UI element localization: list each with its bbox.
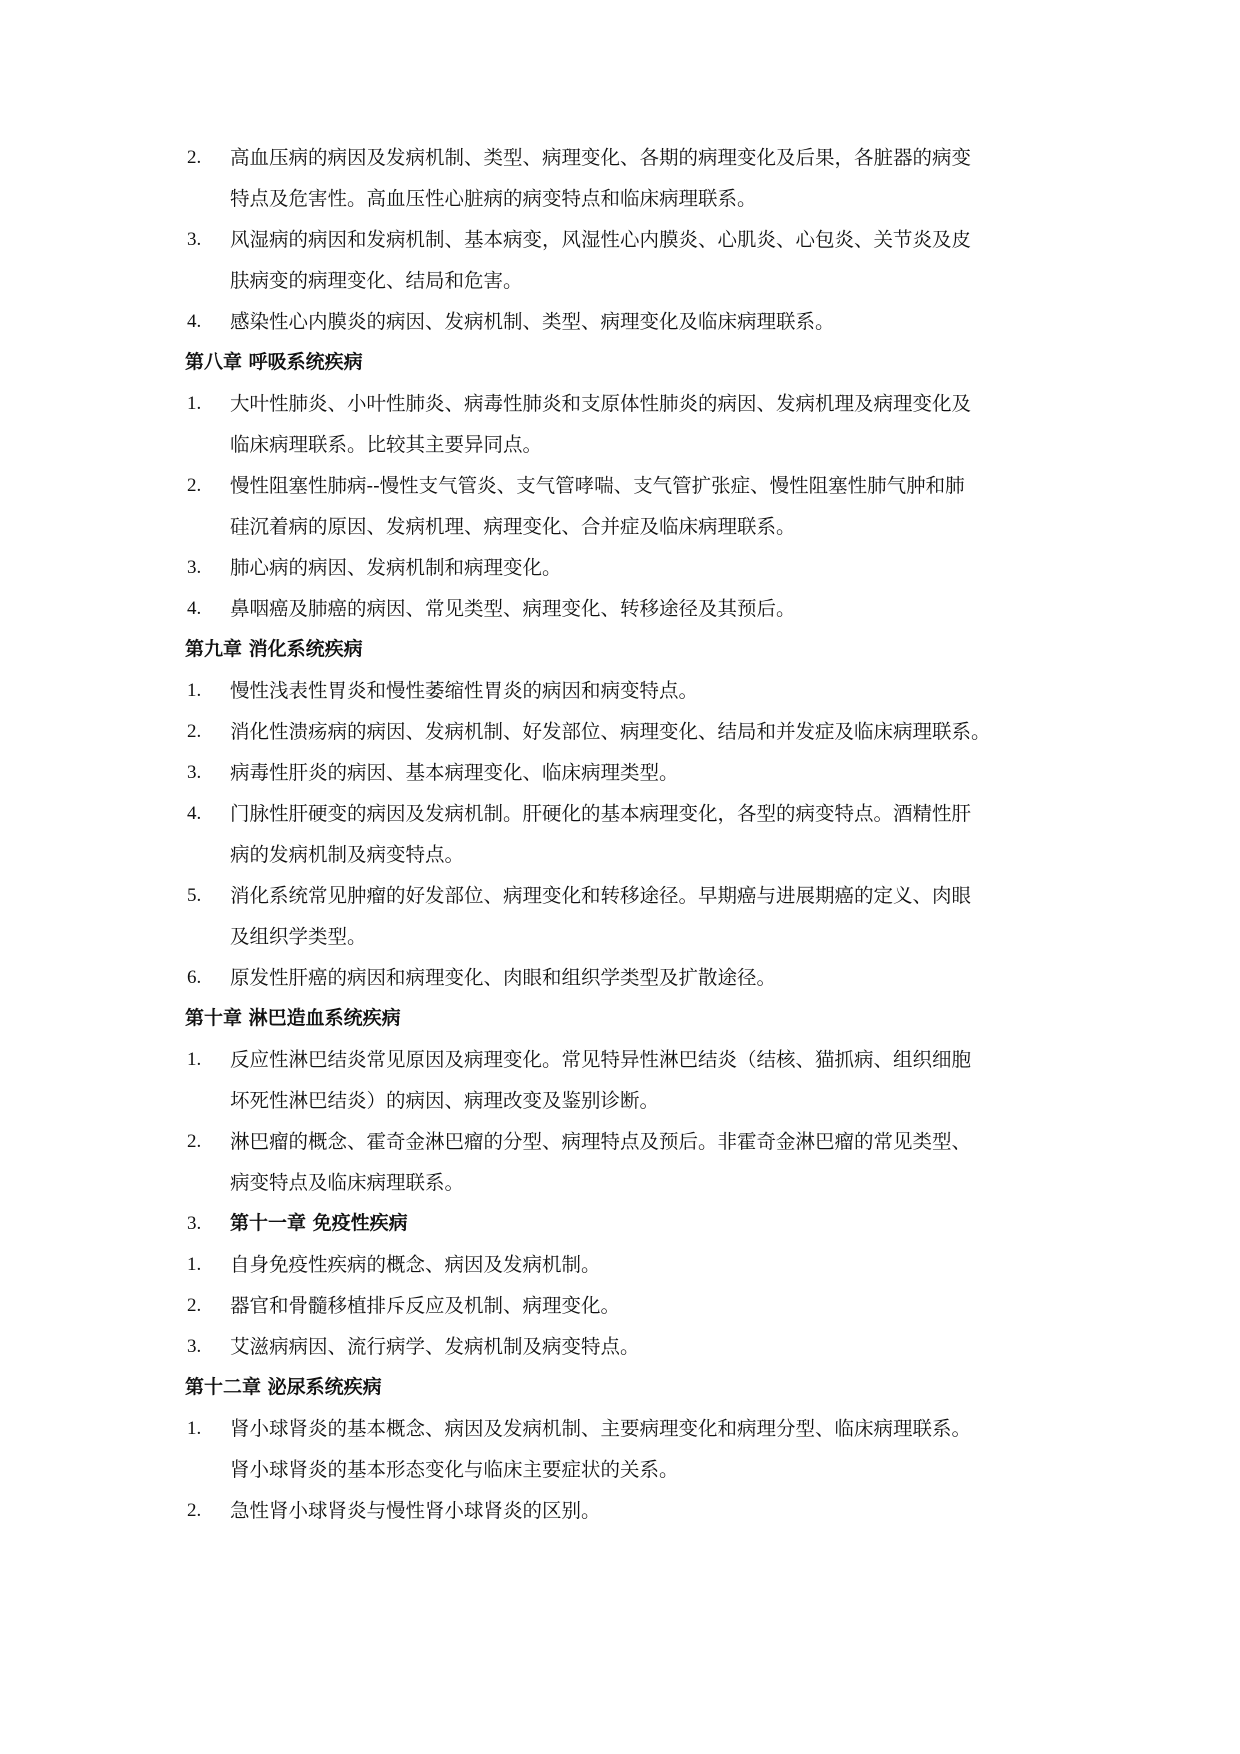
list-item xyxy=(185,383,1065,465)
list-item xyxy=(185,137,1065,219)
item-number: 1. xyxy=(187,1049,202,1070)
item-number: 1. xyxy=(187,1418,202,1439)
item-number: 3. xyxy=(187,229,202,250)
item-text-line: 病的发病机制及病变特点。 xyxy=(230,843,465,866)
item-number: 4. xyxy=(187,598,202,619)
item-text-line: 艾滋病病因、流行病学、发病机制及病变特点。 xyxy=(230,1335,640,1358)
item-number: 2. xyxy=(187,1295,202,1316)
item-number: 2. xyxy=(187,721,202,742)
item-number: 3. xyxy=(187,762,202,783)
item-text-line: 病毒性肝炎的病因、基本病理变化、临床病理类型。 xyxy=(230,761,679,784)
item-number: 4. xyxy=(187,311,202,332)
item-number: 1. xyxy=(187,393,202,414)
item-text-line: 急性肾小球肾炎与慢性肾小球肾炎的区别。 xyxy=(230,1499,601,1522)
item-text-line: 慢性浅表性胃炎和慢性萎缩性胃炎的病因和病变特点。 xyxy=(230,679,699,702)
item-text-line: 肾小球肾炎的基本形态变化与临床主要症状的关系。 xyxy=(230,1458,679,1481)
list-item xyxy=(185,1203,1065,1244)
item-text-line: 反应性淋巴结炎常见原因及病理变化。常见特异性淋巴结炎（结核、猫抓病、组织细胞 xyxy=(230,1048,972,1071)
item-number: 2. xyxy=(187,1500,202,1521)
item-number: 4. xyxy=(187,803,202,824)
item-text-line: 硅沉着病的原因、发病机理、病理变化、合并症及临床病理联系。 xyxy=(230,515,796,538)
list-item xyxy=(185,957,1065,998)
item-text-line: 肺心病的病因、发病机制和病理变化。 xyxy=(230,556,562,579)
item-number: 2. xyxy=(187,475,202,496)
item-text-line: 消化性溃疡病的病因、发病机制、好发部位、病理变化、结局和并发症及临床病理联系。 xyxy=(230,720,991,743)
item-text-line: 高血压病的病因及发病机制、类型、病理变化、各期的病理变化及后果，各脏器的病变 xyxy=(230,146,972,169)
list-item xyxy=(185,752,1065,793)
document-body xyxy=(185,137,1065,1531)
item-text-line: 原发性肝癌的病因和病理变化、肉眼和组织学类型及扩散途径。 xyxy=(230,966,777,989)
list-item xyxy=(185,875,1065,957)
item-text-line: 鼻咽癌及肺癌的病因、常见类型、病理变化、转移途径及其预后。 xyxy=(230,597,796,620)
item-text-line: 风湿病的病因和发病机制、基本病变，风湿性心内膜炎、心肌炎、心包炎、关节炎及皮 xyxy=(230,228,972,251)
item-number: 3. xyxy=(187,1336,202,1357)
item-text-line: 感染性心内膜炎的病因、发病机制、类型、病理变化及临床病理联系。 xyxy=(230,310,835,333)
list-item xyxy=(185,1244,1065,1285)
list-item xyxy=(185,219,1065,301)
item-text-line: 坏死性淋巴结炎）的病因、病理改变及鉴别诊断。 xyxy=(230,1089,660,1112)
item-number: 1. xyxy=(187,680,202,701)
chapter-heading: 第九章 消化系统疾病 xyxy=(185,638,363,660)
item-text-line: 病变特点及临床病理联系。 xyxy=(230,1171,465,1194)
item-text-line: 肤病变的病理变化、结局和危害。 xyxy=(230,269,523,292)
item-text-line: 慢性阻塞性肺病--慢性支气管炎、支气管哮喘、支气管扩张症、慢性阻塞性肺气肿和肺 xyxy=(230,474,965,497)
item-number: 5. xyxy=(187,885,202,906)
list-item xyxy=(185,1039,1065,1121)
item-text-line: 淋巴瘤的概念、霍奇金淋巴瘤的分型、病理特点及预后。非霍奇金淋巴瘤的常见类型、 xyxy=(230,1130,972,1153)
item-text-line: 特点及危害性。高血压性心脏病的病变特点和临床病理联系。 xyxy=(230,187,757,210)
item-number: 3. xyxy=(187,557,202,578)
list-item xyxy=(185,670,1065,711)
item-number: 1. xyxy=(187,1254,202,1275)
item-number: 3. xyxy=(187,1213,202,1234)
list-item xyxy=(185,1490,1065,1531)
item-number: 2. xyxy=(187,147,202,168)
item-number: 2. xyxy=(187,1131,202,1152)
list-item xyxy=(185,1285,1065,1326)
chapter-heading: 第十章 淋巴造血系统疾病 xyxy=(185,1007,401,1029)
list-item xyxy=(185,1326,1065,1367)
chapter-heading: 第十二章 泌尿系统疾病 xyxy=(185,1376,382,1398)
item-text-line: 临床病理联系。比较其主要异同点。 xyxy=(230,433,543,456)
list-item xyxy=(185,711,1065,752)
item-text-line: 器官和骨髓移植排斥反应及机制、病理变化。 xyxy=(230,1294,621,1317)
item-text-line: 大叶性肺炎、小叶性肺炎、病毒性肺炎和支原体性肺炎的病因、发病机理及病理变化及 xyxy=(230,392,972,415)
chapter-heading: 第八章 呼吸系统疾病 xyxy=(185,351,363,373)
list-item xyxy=(185,465,1065,547)
list-item xyxy=(185,301,1065,342)
item-text-line: 肾小球肾炎的基本概念、病因及发病机制、主要病理变化和病理分型、临床病理联系。 xyxy=(230,1417,972,1440)
list-item xyxy=(185,547,1065,588)
list-item xyxy=(185,793,1065,875)
list-item xyxy=(185,588,1065,629)
list-item xyxy=(185,1121,1065,1203)
item-number: 6. xyxy=(187,967,202,988)
item-text-line: 及组织学类型。 xyxy=(230,925,367,948)
item-text-line: 消化系统常见肿瘤的好发部位、病理变化和转移途径。早期癌与进展期癌的定义、肉眼 xyxy=(230,884,972,907)
item-text-line: 第十一章 免疫性疾病 xyxy=(230,1212,408,1234)
list-item xyxy=(185,1408,1065,1490)
item-text-line: 门脉性肝硬变的病因及发病机制。肝硬化的基本病理变化，各型的病变特点。酒精性肝 xyxy=(230,802,972,825)
item-text-line: 自身免疫性疾病的概念、病因及发病机制。 xyxy=(230,1253,601,1276)
